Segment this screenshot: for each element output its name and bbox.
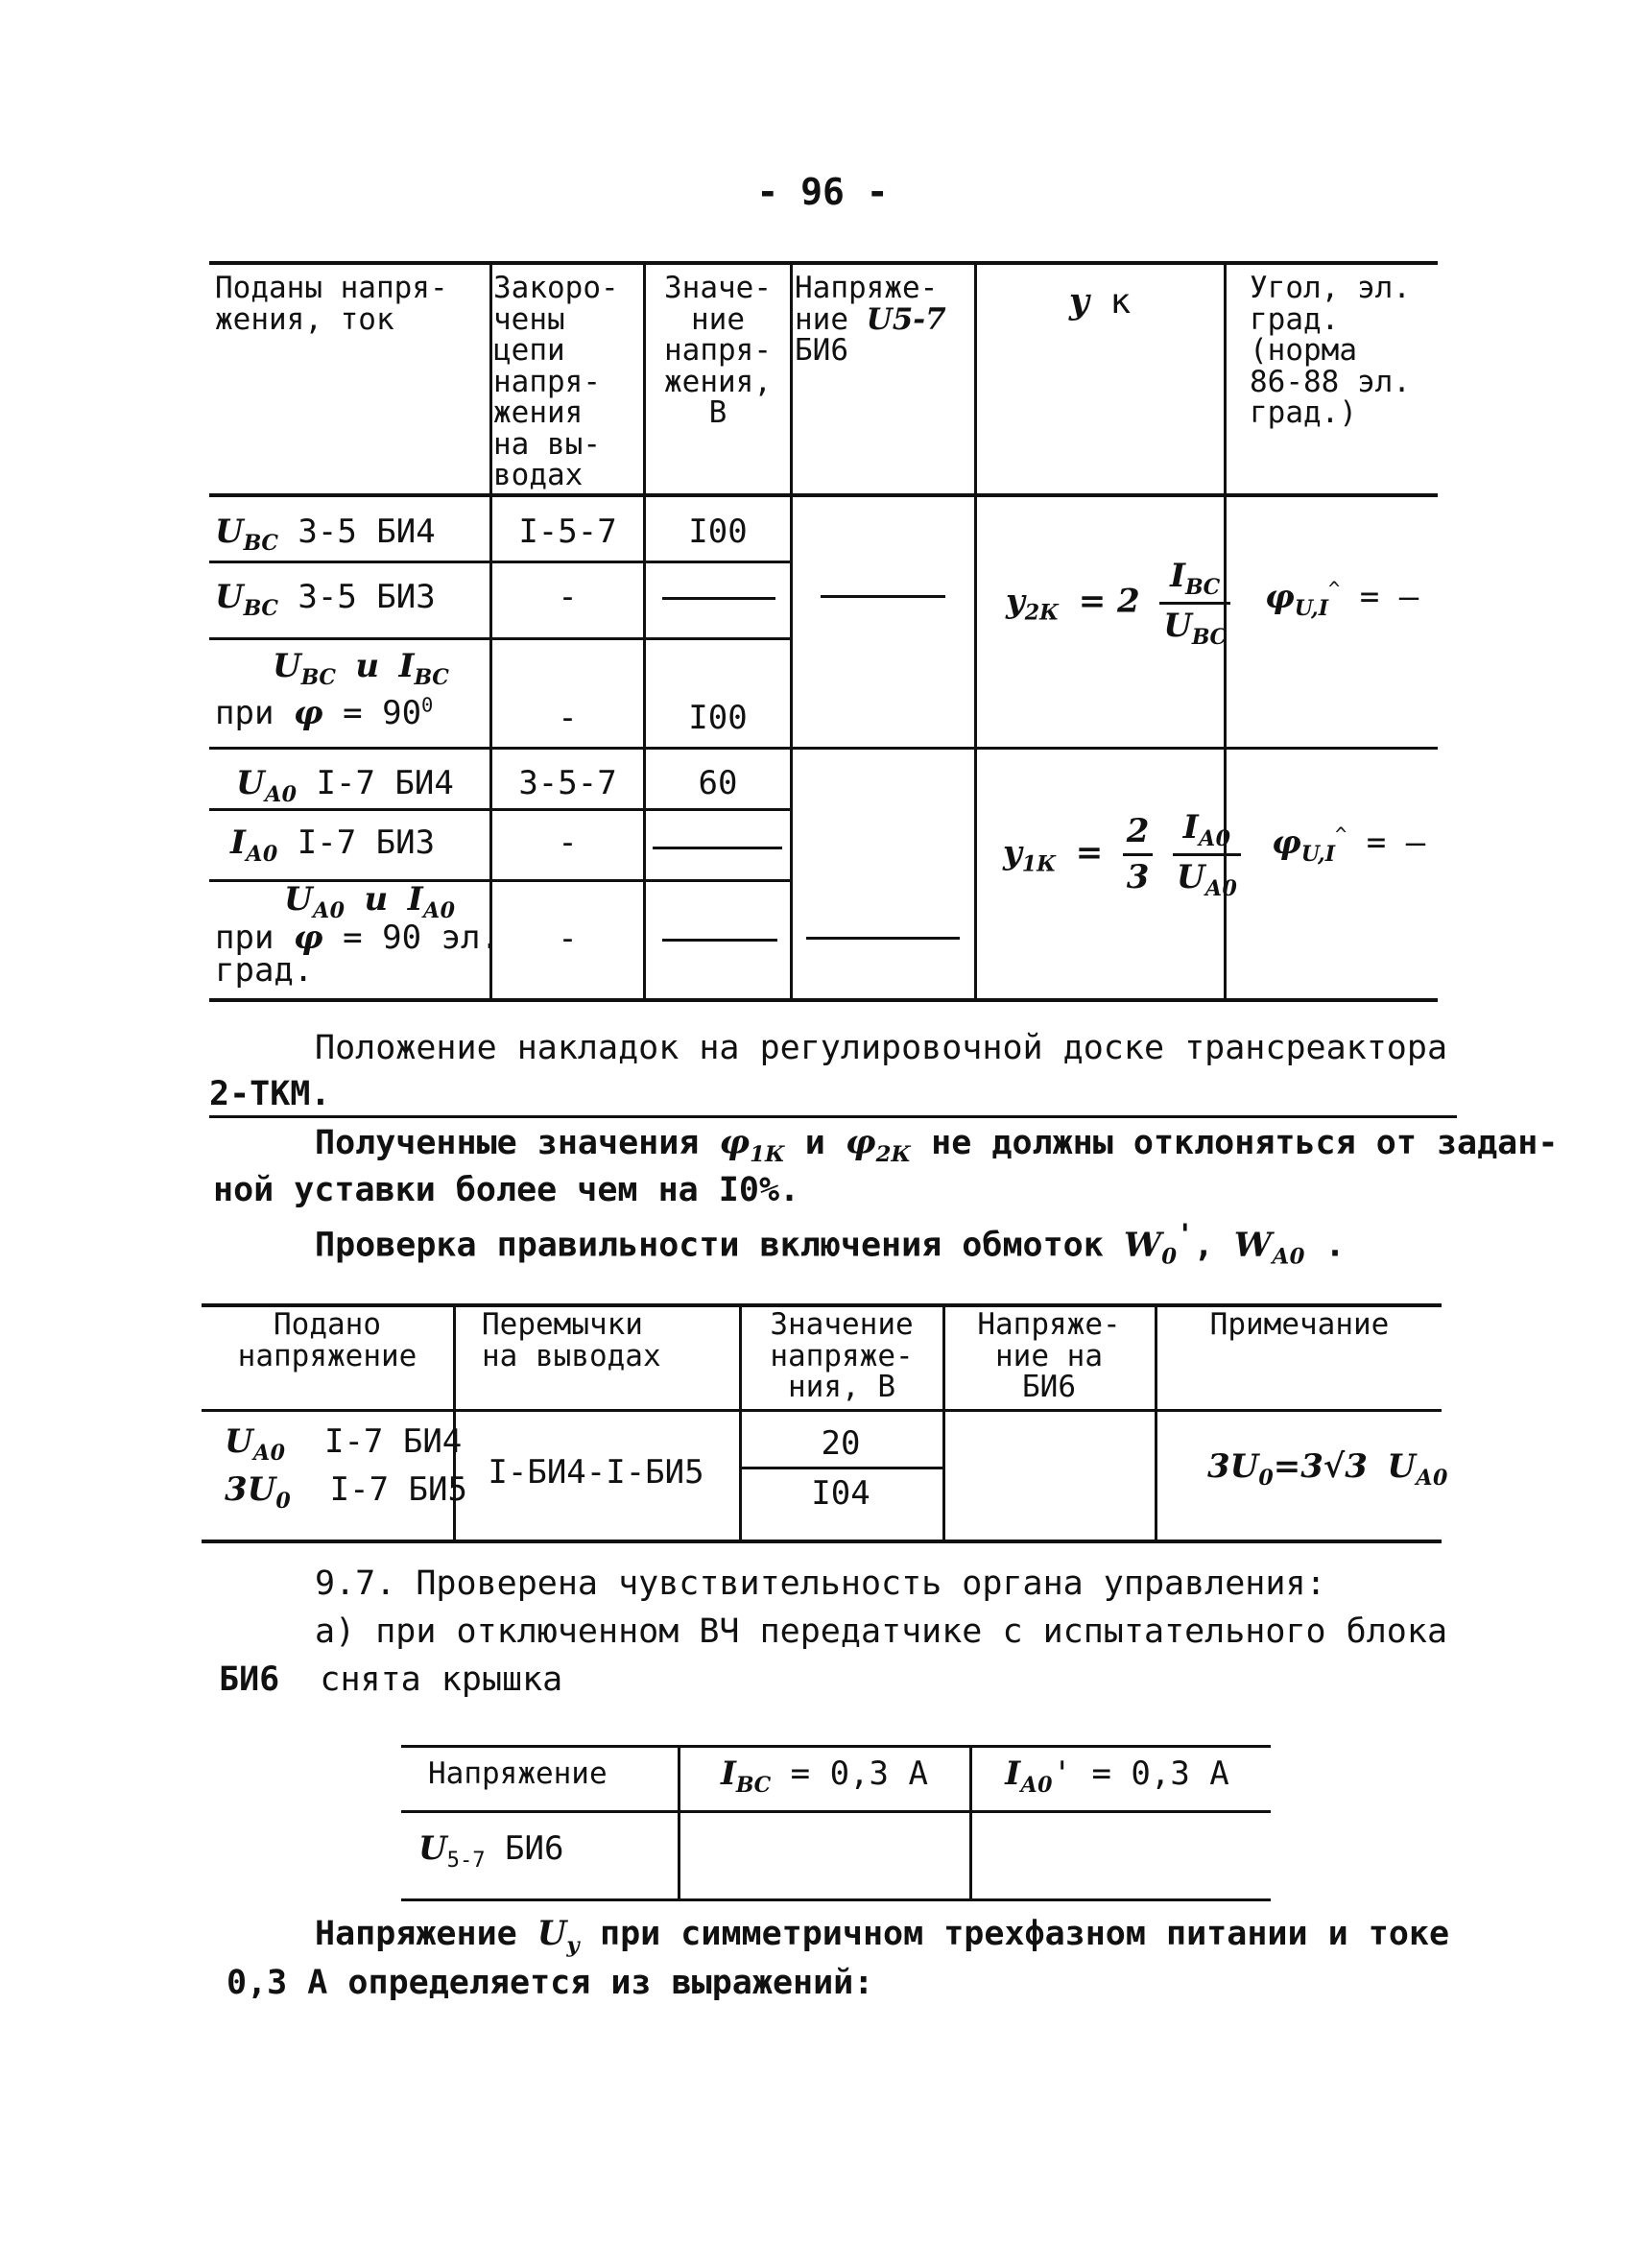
t1-row6-shorted: - — [558, 919, 578, 958]
t1-row3-phi: φ — [293, 693, 323, 732]
t1-block2-voltage-dash — [806, 937, 960, 940]
t1-f2-den-sub: А0 — [1204, 875, 1237, 901]
t1-f2-coef — [1123, 810, 1154, 897]
t1-f1-lhs-sub: 2К — [1024, 600, 1060, 626]
t1-row6-sub-u: А0 — [312, 897, 346, 923]
t1-row2-rest: 3-5 БИ3 — [298, 578, 436, 616]
t1-row5-shorted: - — [558, 824, 578, 862]
t1-row3-var-u: U — [273, 647, 301, 685]
t2-jumpers: I-БИ4-I-БИ5 — [488, 1453, 704, 1492]
para-w2-sub: А0 — [1272, 1244, 1305, 1270]
t2-b-pre: 3 — [225, 1469, 248, 1509]
t1-f2-den: U — [1176, 857, 1205, 896]
t2-b-var: U — [247, 1469, 276, 1509]
t1-row6-sub-i: А0 — [422, 897, 456, 923]
t2-note-var2: U — [1387, 1447, 1416, 1486]
t2-value-2: I04 — [811, 1474, 870, 1513]
t2-a-var: U — [225, 1422, 253, 1461]
t3-col2-var: I — [721, 1755, 736, 1793]
t1-row3-deg: 0 — [421, 693, 434, 717]
t2-note-sub2: А0 — [1416, 1465, 1448, 1491]
para-phi2: φ — [845, 1123, 876, 1162]
t1-row2-var: U — [215, 578, 244, 616]
t2-header-value: Значение напряже- ния, В — [770, 1307, 914, 1405]
t1-header-voltage-block: БИ6 — [795, 333, 848, 369]
para-position-b: 2-ТКМ. — [209, 1075, 331, 1113]
t1-header-voltage — [795, 273, 973, 367]
t1-row2-sub: ВС — [243, 595, 278, 621]
para-w1-sup: ' — [1177, 1218, 1194, 1251]
t1-block1-voltage-dash — [821, 595, 945, 598]
t3-row-var: U — [418, 1829, 447, 1868]
t1-a2-hat: ^ — [1335, 823, 1347, 847]
t3-header-label: Напряжение — [428, 1756, 608, 1791]
t1-row4-shorted: 3-5-7 — [518, 764, 617, 802]
para-w1: W — [1123, 1225, 1162, 1265]
t2-a-rest: I-7 БИ4 — [323, 1422, 463, 1461]
t1-row4-sub: А0 — [264, 781, 298, 807]
t1-row5-rest: I-7 БИ3 — [297, 824, 436, 862]
t1-row5-var: I — [230, 824, 246, 862]
t1-f2-num: I — [1182, 808, 1199, 847]
final-line1 — [315, 1912, 1449, 1961]
t1-row6-and: и — [364, 880, 389, 919]
t1-f2-lhs-sub: 1К — [1021, 851, 1057, 877]
t1-header-y-symbol: y — [1068, 281, 1089, 322]
t1-row4-source — [236, 762, 454, 809]
t1-a1-phi: φ — [1265, 578, 1295, 616]
t1-header-y — [979, 281, 1221, 322]
t2-header-note: Примечание — [1209, 1307, 1390, 1342]
para-phi1-sub: 1К — [750, 1142, 785, 1167]
t2-b-sub: 0 — [275, 1488, 291, 1514]
t2-note-sub: 0 — [1258, 1465, 1274, 1491]
item-a-line1: а) при отключенном ВЧ передатчике с испытательного блока — [315, 1612, 1448, 1651]
item-a-line2 — [219, 1659, 562, 1703]
page-number: - 96 - — [756, 171, 889, 213]
t1-row6-pri: при — [215, 918, 274, 957]
t1-row1-sub: ВС — [243, 530, 278, 556]
para-w1-sub: 0 — [1161, 1244, 1178, 1270]
t3-header-col2 — [681, 1753, 967, 1800]
t1-row3-source — [215, 645, 449, 734]
t1-row2-value-dash — [662, 597, 775, 600]
t1-f1-fraction — [1159, 555, 1230, 651]
t2-header-source: Подано напряжение — [237, 1307, 417, 1373]
para-and: и — [804, 1124, 825, 1162]
para-deviation-b: не должны отклоняться от задан- — [931, 1124, 1559, 1162]
t1-f2-coef-den: 3 — [1126, 857, 1150, 896]
para-position — [315, 1027, 1447, 1071]
para-deviation-c: ной уставки более чем на I0%. — [213, 1171, 800, 1209]
t1-f2-coef-num: 2 — [1123, 810, 1154, 855]
para-check-text: Проверка правильности включения обмоток — [315, 1226, 1104, 1265]
t2-source — [225, 1420, 467, 1516]
t2-note-var: U — [1229, 1447, 1259, 1486]
t1-f1-den: U — [1163, 606, 1192, 645]
t1-f1-eq: = 2 — [1078, 582, 1140, 621]
t1-row5-source — [230, 822, 435, 869]
para-position-text: Положение накладок на регулировочной доске трансреактора — [315, 1029, 1448, 1067]
t2-header-voltage: Напряже- ние на БИ6 — [977, 1307, 1121, 1405]
t1-row6-var-u: U — [284, 880, 313, 919]
t1-a1-tail: = — — [1359, 578, 1419, 616]
para-end: . — [1324, 1226, 1346, 1265]
t2-note-eq: =3√3 — [1273, 1447, 1368, 1486]
t1-row6-angle: = 90 эл. — [343, 918, 500, 957]
section-9-7: 9.7. Проверена чувствительность органа управления: — [315, 1564, 1326, 1603]
t3-row-label — [418, 1827, 563, 1874]
t1-row1-rest: 3-5 БИ4 — [298, 513, 436, 551]
item-a-rest: снята крышка — [320, 1660, 563, 1699]
t1-header-source: Поданы напря- жения, ток — [215, 271, 448, 337]
t3-row-sub: 5-7 — [446, 1847, 486, 1873]
t1-row4-var: U — [236, 764, 265, 802]
para-phi2-sub: 2К — [875, 1142, 912, 1167]
para-deviation — [315, 1121, 1558, 1170]
t3-col2-sub: ВС — [735, 1772, 772, 1798]
t1-header-angle: Угол, эл. град. (норма 86-88 эл. град.) — [1250, 271, 1411, 431]
t1-f1-lhs: y — [1006, 582, 1025, 621]
t1-a1-hat: ^ — [1328, 577, 1341, 601]
t1-row3-angle: = 90 — [343, 693, 422, 732]
t1-row6-grad: град. — [215, 950, 314, 990]
t3-col3-rest: = 0,3 А — [1091, 1755, 1229, 1793]
t3-col3-prime: ' — [1052, 1755, 1072, 1793]
t1-row6-source — [215, 880, 500, 990]
t3-col2-rest: = 0,3 А — [790, 1755, 928, 1793]
t1-row6-value-dash — [662, 939, 777, 942]
t1-row3-shorted: - — [558, 699, 578, 737]
t1-header-y-sub: к — [1109, 282, 1132, 322]
para-deviation-a: Полученные значения — [315, 1124, 700, 1162]
t1-a2-phi: φ — [1272, 824, 1301, 862]
t1-row6-phi: φ — [293, 918, 323, 957]
t1-row4-rest: I-7 БИ4 — [316, 764, 454, 802]
t1-row3-sub-u: ВС — [300, 664, 336, 690]
t2-note — [1207, 1445, 1447, 1492]
para-phi1: φ — [719, 1123, 751, 1162]
t1-header-voltage-label: Напряже- ние — [795, 271, 939, 337]
t3-col3-var: I — [1005, 1755, 1021, 1793]
item-a-block: БИ6 — [219, 1660, 280, 1699]
t1-formula-1 — [1006, 555, 1230, 651]
t1-row1-source — [215, 511, 436, 558]
t1-header-voltage-symbol: U5-7 — [866, 301, 946, 337]
t1-f2-lhs: y — [1003, 833, 1022, 872]
t1-row4-value: 60 — [698, 764, 738, 802]
t1-f1-num-sub: ВС — [1184, 574, 1221, 600]
t1-angle-2 — [1272, 822, 1425, 869]
t1-angle-1 — [1265, 576, 1419, 623]
final-var: U — [536, 1914, 567, 1953]
t1-row2-source — [215, 576, 436, 623]
t1-row5-sub: А0 — [245, 841, 278, 867]
t1-row3-and: и — [355, 647, 380, 685]
t1-formula-2 — [1003, 806, 1241, 902]
t1-a2-tail: = — — [1366, 824, 1426, 862]
t1-header-value: Значе- ние напря- жения, В — [664, 271, 772, 431]
t1-row5-value-dash — [653, 847, 782, 849]
t1-header-shorted: Закоро- чены цепи напря- жения на вы- водах — [493, 271, 619, 493]
t1-f2-eq: = — [1075, 833, 1104, 872]
para-comma: , — [1193, 1226, 1214, 1265]
t1-row3-value: I00 — [688, 699, 748, 737]
t1-f2-fraction — [1173, 806, 1241, 902]
t3-header-col3 — [973, 1753, 1261, 1800]
t1-a2-sub: U,I — [1300, 841, 1336, 867]
t1-row3-pri: при — [215, 693, 274, 732]
t2-header-jumpers: Перемычки на выводах — [482, 1307, 661, 1373]
t2-b-rest: I-7 БИ5 — [329, 1469, 467, 1509]
t2-note-pre: 3 — [1207, 1447, 1230, 1486]
t1-row3-sub-i: ВС — [414, 664, 449, 690]
final-b: при симметричном трехфазном питании и токе — [600, 1915, 1450, 1953]
t1-f1-num: I — [1170, 557, 1185, 595]
t1-f1-den-sub: ВС — [1191, 624, 1228, 650]
t1-row1-shorted: I-5-7 — [518, 513, 617, 551]
t1-row6-var-i: I — [407, 880, 423, 919]
t3-col3-sub: А0 — [1020, 1772, 1053, 1798]
t1-row3-var-i: I — [398, 647, 415, 685]
para-w2: W — [1233, 1225, 1273, 1265]
t2-a-sub: А0 — [252, 1440, 286, 1466]
t1-row2-shorted: - — [558, 578, 578, 616]
t2-value-1: 20 — [821, 1424, 861, 1463]
final-line2: 0,3 А определяется из выражений: — [226, 1964, 874, 2002]
t1-row1-value: I00 — [688, 513, 748, 551]
para-check — [315, 1217, 1346, 1272]
t1-f2-num-sub: А0 — [1198, 825, 1231, 851]
t1-a1-sub: U,I — [1294, 595, 1329, 621]
final-sub: у — [566, 1933, 580, 1958]
t1-row1-var: U — [215, 513, 244, 551]
t3-row-rest: БИ6 — [505, 1829, 564, 1868]
final-a: Напряжение — [315, 1915, 517, 1953]
